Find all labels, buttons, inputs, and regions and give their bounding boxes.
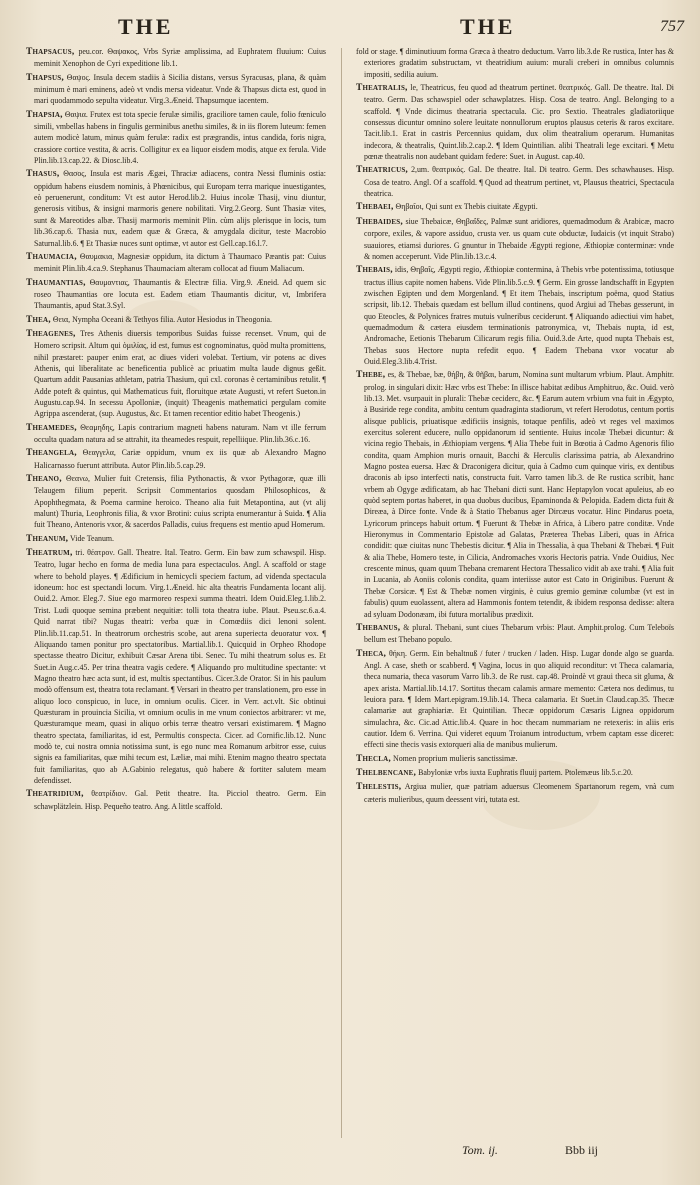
dictionary-entry	[356, 201, 674, 213]
dictionary-entry	[356, 46, 674, 80]
entry-headword: Thebanus,	[356, 622, 401, 633]
entry-headword: Theatralis,	[356, 83, 408, 94]
entry-headword: Theca,	[356, 648, 387, 659]
entry-headword: Thapsia,	[26, 109, 63, 120]
dictionary-entry	[26, 46, 326, 70]
entry-text: Θεαμηδης, Lapis contrarium magneti habens naturam. Nam vt ille ferrum occulta quadam natura ad se attrahit, ita theamedes respuit, repelliique. Plin.lib.36.c.16.	[34, 422, 326, 444]
entry-headword: Theano,	[26, 474, 62, 485]
dictionary-entry	[26, 547, 326, 786]
entry-headword: Theagenes,	[26, 328, 76, 339]
dictionary-entry	[26, 168, 326, 248]
dictionary-entry	[26, 72, 326, 107]
entry-headword: Thelestis,	[356, 782, 402, 793]
entry-headword: Thecla,	[356, 753, 392, 764]
entry-text: tri. θέατρον. Gall. Theatre. Ital. Teatro. Germ. Ein baw zum schawspil. Hisp. Teatro, lugar hecho en forma de media luna para espectaculos. Angl. A scaffold or stage where to behold playes. ¶ Ædificium in hemicycli speciem factum, ad videnda spectacula idoneum: hoc est spectandi locum. Virg.1.Æneid. hic alta theatris Fundamenta locant alij. Ouid.2. Amor. Eleg.7. Siue ego marmoreo respexi summa theatri. Idem Ouid.Eleg.1.lib.2. Trist. Ludi quoque semina præbent nequitiæ: tolli tota theatra iube. Plaut. Pseu.sc.6.a.4. Quid narrat tibi? Nugas theatri: verba quæ in Comœdiis dici lenoni solent. Plin.lib.11.cap.51. In theatrorum orchestris scobe, aut arena superiecta deuoratur vox. ¶ Aliquando tamen ponitur pro spectatoribus. Martial.lib.1. Quicquid in Orpheo Rhodope spectasse theatro Dicitur, exhibuit Cæsar Arena tibi. Senec. Tu mihi theatrum solus es. Et Suet.in Aug.c.45. Per trina theatra vagis cedere. ¶ Aliquando pro multitudine spectante: vt Magno theatro hæc acta sunt, id est, multis spectantibus. Cicer.3.de Orator. Si in his paulum modò offensum est, theatra tota reclamant. ¶ Versari in theatro per translationem, pro esse in aliquo loco conspicuo, in luce, in omnium oculis. Cicer. in Verr. act.vlt. Sic obtinui Quæsturam in prouincia Sicilia, vt omnium oculis in me vnum coniectos arbitrarer: vt me, Quæsturamque meam, quasi in aliquo orbis terræ theatro versari existimarem. ¶ Magno theatro spectata, familiaritas, id est, Permultis conspecta. Cicer. ad Cornific.lib.12. Nunc modò te, cui nostra omnia notissima sunt, is ego nunc mea Romanum arbitror esse, cuius signis ea familiaritas, quæ mihi tecum est, Læliæ, mai mihi. Etenim magno theatro spectata fuit familiaritas, quo ab A.Gabinio relegatus, quò habere & fortiter salutem meam defendisset.	[34, 548, 326, 785]
leaf-mark: Bbb iij	[565, 1143, 599, 1157]
dictionary-entry	[26, 788, 326, 812]
entry-headword: Theatrum,	[26, 548, 73, 559]
entry-headword: Thaumacia,	[26, 251, 77, 262]
dictionary-entry	[356, 82, 674, 162]
dictionary-entry	[356, 767, 674, 779]
dictionary-entry	[356, 648, 674, 751]
entry-text: 2,um. θεατρικός. Gal. De theatre. Ital. Di teatro. Germ. Des schawhauses. Hisp. Cosa de teatro. Angl. Of a scaffold. ¶ Quod ad theatrum pertinet, vt, Plausus theatrici, Spectacula theatrica.	[364, 165, 674, 199]
dictionary-entry	[356, 622, 674, 646]
entry-text: Vide Teanum.	[70, 533, 115, 543]
signature-mark: Tom. ij.	[462, 1143, 498, 1157]
entry-text: Θαψια. Frutex est tota specie ferulæ similis, graciliore tamen caule, folio fœniculo simili, vmbellas habens in fingulis germinibus anethu similes, & in iis florem luteum: femen autem modicè latum, minus quàm ferulæ: radix est prægrandis, intus candida, foris nigra, crassiore cortice vestita, & acris. Colligitur ex ea liquor eisdem modis, atque ex ferula. Vide Plin.lib.13.cap.22. & Diosc.lib.4.	[34, 109, 326, 166]
entry-text: Argiua mulier, quæ patriam aduersus Cleomenem Spartanorum regem, vnà cum cæteris mulieribus, quum deessent viri, tutata est.	[364, 782, 674, 804]
dictionary-entry	[356, 164, 674, 199]
dictionary-entry	[26, 447, 326, 471]
entry-headword: Thebais,	[356, 265, 393, 276]
entry-text: siue Thebaicæ, Θηβαΐδες, Palmæ sunt aridiores, quemadmodum & Arabicæ, macro corpore, exiles, & vapore assiduo, crusta ver. us quam cute obductæ, Iudaicis (vt inquit Strabo) suauiores, etiamsi duriores. G gnuntur in Thebaide Ægypti regione, Æthiopiæ conterminæ: vnde & nomen acceperunt. Vide Plin.lib.13.c.4.	[364, 216, 674, 261]
running-head-right: THE	[460, 14, 516, 39]
entry-headword: Thebaides,	[356, 216, 403, 227]
entry-text: Θασος, Insula est maris Ægæi, Thraciæ adiacens, contra Nessi fluminis ostia: oppidum habens eiusdem nominis, à Phœnicibus, qui Europam terra marique inuestigantes, eò peruenerunt, conditum: Vt est autor Herod.lib.2. Huius incolæ Thasij, vinu diuntur, generosis vitibus, & insigni marmoris genere nobilitati. Virg.2.Georg. Sunt Thasiæ vites, sunt & Mareotides albæ. Thasij marmoris meminit Plin. cùm alijs plerisque in locis, tum lib.36.cap.6. Thasia nux, eadem quæ & Græca, & amygdala dicitur, teste Macrobio Saturnal.lib.6. ¶ Et Thasiæ nuces sunt optimæ, vt autor est Gell.cap.16.l.7.	[34, 169, 326, 248]
page-footer	[0, 1143, 700, 1165]
entry-text: es, & Thebae, bæ, θήβη, & θῆβαι, barum, Nomina sunt multarum vrbium. Plaut. Amphitr. prolog. in singulari dixit: Hæc vrbs est Thebe: In illisce habitat ædibus Amphitruo, &c. Ouid. verò lib.13. Met. vsurpauit in plurali: Thebæ ceciderc, &c. ¶ Earum autem vrbium vna fuit in Ægypto, à Busiride rege condita, ambitu centum quadraginta stadiorum, vt refert Herodotus, centum portis alisque publicis, priuatisque ædificiis insignis, totaque penfilis, adeò vt reges vel maximos exercitus solerent educere, nullo oppidanorum id sentiente. Huius incolæ Thebæi dicuntur: & vicina regio Thebais, in Æthiopiam vergens. ¶ Alia Thebe fuit in Bœotia à Cadmo Agenoris filio condita, quam Amphion muris ornauit, Bacchi & Herculis clarissima patria, ab Alexandrino Magno postea euersa. Hæc & Draconigera dicitur, quia à Cadmo cum quinque viris, ex dentibus draconis ab ipso interfecti natis, constructa fuit. Varro tamen lib.3. de Re rustica scribit, hanc vrbem ab Ogyge ædificatam, ab hac Thebani dicti sunt. Hanc Heptapylon vocat apuleius, ab eo quòd septem portas haberet, in qua duobus ducibus, Epaminonda & Pelopida. Eadem dicta fuit & Direæa, à Dirce fonte. Vnde & à Statio Thebanus ager Dircæus vocatur. Hinc Pindarus poeta, Lyricorum princeps habuit ortum. ¶ Fuerunt & Thebæ in Africa, à Libero patre conditæ. Vnde Hieronymus in Commentario Epistolæ ad Galatas, Præterea Thebas Liberi, quas in Africa condidit: quæ ciuitas nunc Thebestis dicitur. ¶ Alia in Thessalia, à qua Thebani & Thebæi. ¶ Fuit & alia Thebe, Homero teste, in Cilicia, Andromaches vxoris Hectoris patria. Vnde Ouidius, Nec crescente minus, quam quum Thebana cremarent Hectora Thessalico vidit ab axe trahi. ¶ Alia fuit in Lucania, ab Aoniis colonis condita, quam interiisse autor est Cato in Originibus. Fuerunt & Thebæ Corsicæ. ¶ Est & Thebæ nomen virginis, è cuius gremio geminæ columbæ (vt est in fabulis) quum euolassent, altera ad Hammonis fontem tetendit, & ibidem responsa dedisse: altera ad syluam Dodonæam, ibi futura mortalibus prædixit.	[364, 370, 674, 619]
left-column	[26, 46, 326, 1141]
entry-text: θήκη. Germ. Ein behaltnuß / futer / trucken / laden. Hisp. Lugar donde algo se guarda. Angl. A case, sheth or scabberd. ¶ Vagina, locus in quo aliquid reconditur: vt Theca calamaria, theca numaria, theca vasorum Varro lib.3. de Re rust. cap.48. Proindè vt graui theca sit gluma, & apex arista. Martial.lib.14.17. Sortitus thecam calamis armare memento: Cætera nos dedimus, tu leuiora para. ¶ Idem Mart.epigram.19.lib.14. Theca calamaria. Et Suet.in Claud.cap.35. Thecæ calamariæ aut graphiariæ. Et Quintilian. Thecæ oppidorum Cæsaris Lignea oppidorum simulachra, &c. Cic.ad Attic.lib.4. Quare in hoc thecam nummariam ne retexeris: in aliis eris cautior. Idem 6. Verrina. Qui videret equum Troianum introductum, vrbem captam esse diceret: effecti sine thecis vasis extorqueri alia de manibus mulierum.	[364, 648, 674, 750]
entry-text: Θεανω, Mulier fuit Cretensis, filia Pythonactis, & vxor Pythagoræ, quæ illi Telaugem filium peperit. Scripsit Commentarios quosdam Philosophicos, & Apophthegmata, & Poema carmine heroico. Theano alia fuit Metapontina, aut (vt alij malunt) Thuria, Leophronis filia, & vxor Brotini: cuius scripta enumerantur à Suida. ¶ Alia fuit Theano, Antenoris vxor, & sacerdos Palladis, cuius frequens est mentio apud Homerum.	[34, 474, 326, 530]
entry-text: Θαυμακια, Magnesiæ oppidum, ita dictum à Thaumaco Pæantis pat: Cuius meminit Plin.lib.4.ca.9. Stephanus Thaumaciam alteram collocat ad fiuum Maliacum.	[34, 251, 326, 274]
entry-headword: Thebe,	[356, 370, 386, 381]
entry-text: Θεια, Nympha Oceani & Tethyos filia. Autor Hesiodus in Theogonia.	[52, 314, 272, 324]
column-divider	[341, 48, 342, 1138]
entry-headword: Thea,	[26, 314, 51, 325]
entry-text: Θαψος. Insula decem stadiis à Sicilia distans, versus Syracusas, plana, & quàm minimum è mari eminens, adeò vt vndis mersa videatur. Vnde & Thapsus dicta est, quod in mari quodammodo sepulta videatur. Virg.3.Æneid. Thapsumque iacentem.	[34, 72, 326, 106]
entry-headword: Theanum,	[26, 533, 69, 544]
entry-headword: Theangela,	[26, 448, 77, 459]
dictionary-entry	[356, 781, 674, 805]
dictionary-entry	[26, 277, 326, 312]
entry-headword: Thebaei,	[356, 202, 394, 213]
entry-text: idis, Θηβαΐς, Ægypti regio, Æthiopiæ contermina, à Thebis vrbe potentissima, totiusque tractus illius capite nomen habens. Vide Plin.lib.5.c.9. ¶ Germ. Ein grosse landtschafft in Egypten zwischen Egipten und dem Morgenland. ¶ Et item Thebais, inscriptum poëma, quod Statius scripsit, lib.12. Thebais quædam est bellum illud continens, quod Argiui ad Thebas gesserunt, in quo Eteocles, & Polynices fratres mutuis vulneribus ceciderunt. ¶ Aliquando adiectiui vim habet, quemadmodum & cætera eiusdem terminationis patronymica, vt, Thebais nupta, id est, Andromache, Eetionis Thebarum Cilicarum regis filia. Ouid.3.de Arte, quod nupta Thebais est, Thebas suos Hectore nupta refedit equo. ¶ Eadem Thebana vxor vocatur ab Ouid.Eleg.3.lib.4.Trist.	[364, 265, 674, 366]
entry-text: Θεαγγελα, Cariæ oppidum, vnum ex iis quæ ab Alexandro Magno Halicarnasso fuerunt attributa. Autor Plin.lib.5.cap.29.	[34, 448, 326, 470]
dictionary-entry	[356, 369, 674, 620]
entry-text: Θαυμαντιας, Thaumantis & Electræ filia. Virg.9. Æneid. Ad quem sic roseo Thaumantias ore locuta est. Eadem etiam Thaumantis dicitur, vt, Imbrifera Thaumantis, apud Stat.3.Syl.	[34, 277, 326, 311]
entry-text: le, Theatricus, feu quod ad theatrum pertinet. θεατρικός. Gall. De theatre. Ital. Di teatro. Germ. Das schawspiel oder schawplatzes. Hisp. Cosa de teatro. Angl. Belonging to a scaffold. ¶ Vnde dicimus theatraria spectacula. Cic. pro Sextio. Theatrales gladiatoriique consessus dicuntur omnino solere leuitate nonnullorum eruptos plausus ceteris & raros excitare. Tacit.lib.1. Erat in castris Percennius quidam, dux olim theatralium operarum. Humanitas indecora, & theatralis, Quint.lib.2.cap.2. ¶ Idem Quintilian. alibi Theatrali lege excitari. ¶ Metu pœnæ theatralis non audebant quidam federe: Suet. in August. cap.40.	[364, 83, 674, 162]
dictionary-entry	[356, 264, 674, 367]
entry-text: Tres Athenis diuersis temporibus Suidas fuisse recenset. Vnum, qui de Homero scripsit. Altum qui ὁμιλίας, id est, fumus est cognominatus, quòd multa promittens, nihil præstaret: pauper enim erat, ac diues videri volebat. Tertium, vir potens ac dives Athenis, qui liberalitate ac beneficentia publicè ac priuatim multa laude dignus geßit. Quartum addit Pausanias athletam, patria Thasium, quì cxl. coronas è certaminibus retulit. ¶ Adde poteft & quintus, qui Mathematicus fuit, floruitque ætate Augusti, vt refert Sueton.in Augustu.cap.94. In secessu Apolloniæ, (inquit) Theagenis mathematici pergulam comite Agrippa ascenderat, (sup. Augustus, &c. Et tamen recentior editio habet Theogenis.)	[34, 328, 326, 419]
right-column	[356, 46, 674, 1141]
dictionary-entry	[26, 473, 326, 531]
entry-headword: Thapsacus,	[26, 47, 75, 57]
dictionary-entry	[26, 109, 326, 167]
entry-headword: Thaumantias,	[26, 277, 86, 288]
dictionary-entry	[26, 328, 326, 420]
dictionary-entry	[356, 216, 674, 262]
entry-text: Nomen proprium mulieris sanctissimæ.	[393, 753, 518, 763]
entry-headword: Theamedes,	[26, 422, 77, 433]
dictionary-entry	[356, 753, 674, 765]
entry-headword: Thapsus,	[26, 72, 64, 83]
entry-headword: Thasus,	[26, 169, 60, 180]
entry-text: Babyloniæ vrbs iuxta Euphratis fluuij partem. Ptolemæus lib.5.c.20.	[418, 767, 633, 777]
dictionary-entry	[26, 533, 326, 545]
entry-headword: Theatricus,	[356, 165, 409, 176]
running-header	[0, 14, 700, 48]
dictionary-entry	[26, 251, 326, 275]
page-number: 757	[660, 18, 684, 35]
entry-text: peu.cor. Θαψακος, Vrbs Syriæ amplissima, ad Euphratem fluuium: Cuius meminit Xenophon de Cyri expeditione lib.1.	[34, 47, 326, 69]
entry-text: fold or stage. ¶ diminutiuum forma Græca à theatro deductum. Varro lib.3.de Re rustica, Inter has & exteriores gradatim substructam, vt theatridium auium: murali creberi in omnibus columnis impositi, sedilia auium.	[356, 47, 674, 79]
entry-text: & plural. Thebani, sunt ciues Thebarum vrbis: Plaut. Amphit.prolog. Cum Teleboïs bellum est Thebano populo.	[364, 622, 674, 645]
entry-text: θεατρίδιον. Gal. Petit theatre. Ita. Picciol theatro. Germ. Ein schawplätzlein. Hisp. Pequeño teatro. Ang. A little scaffold.	[34, 789, 326, 811]
dictionary-entry	[26, 314, 326, 326]
running-head-left: THE	[118, 14, 174, 39]
entry-headword: Theatridium,	[26, 789, 84, 800]
entry-text: Θηβαῖοι, Qui sunt ex Thebis ciuitate Ægypti.	[395, 202, 538, 212]
dictionary-entry	[26, 422, 326, 446]
entry-headword: Thelbencane,	[356, 767, 417, 778]
